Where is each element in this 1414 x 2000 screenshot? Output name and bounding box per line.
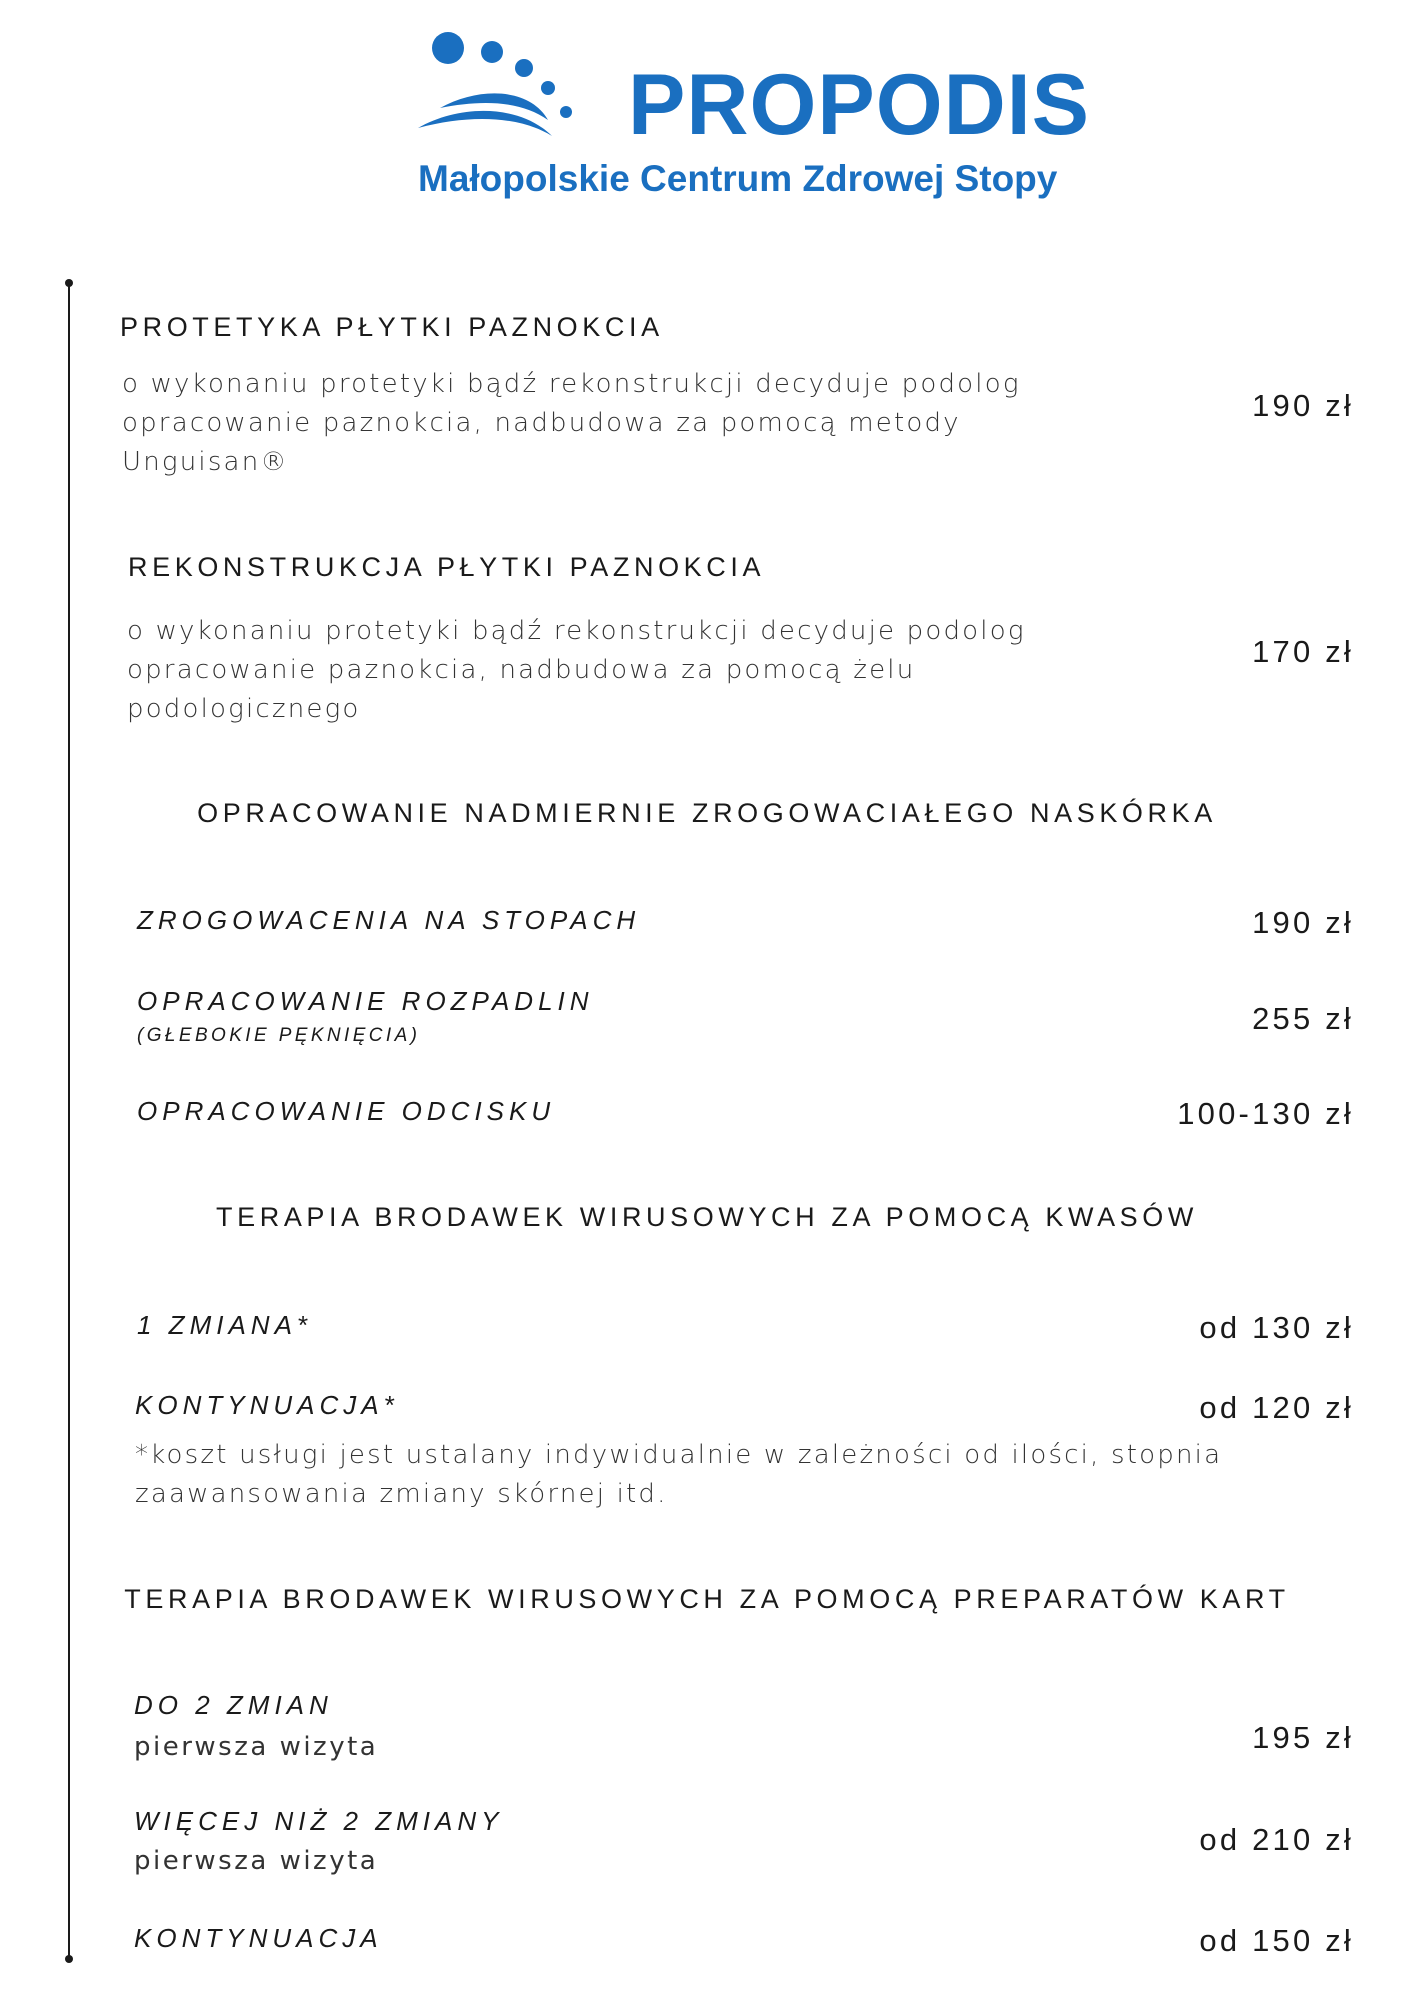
- left-divider-line: [68, 282, 70, 1962]
- description-line: Unguisan®: [122, 447, 289, 477]
- section-title-kart: TERAPIA BRODAWEK WIRUSOWYCH ZA POMOCĄ PREPARATÓW KART: [124, 1584, 1290, 1614]
- item-label: KONTYNUACJA*: [135, 1390, 399, 1420]
- divider-dot-bottom: [65, 1955, 73, 1963]
- service-description-rekonstrukcja: [127, 612, 1026, 729]
- item-price: od 150 zł: [1199, 1923, 1354, 1958]
- footnote-line: *koszt usługi jest ustalany indywidualnie w zależności od ilości, stopnia: [135, 1440, 1223, 1470]
- item-label: ZROGOWACENIA NA STOPACH: [137, 905, 641, 935]
- item-price: od 120 zł: [1199, 1390, 1354, 1425]
- item-label: DO 2 ZMIAN: [134, 1690, 333, 1720]
- divider-dot-top: [65, 279, 73, 287]
- description-line: podologicznego: [127, 694, 361, 724]
- item-price: od 210 zł: [1199, 1822, 1354, 1857]
- service-description-protetyka: [122, 365, 1021, 482]
- item-price: 100-130 zł: [1177, 1096, 1354, 1131]
- footnote: [135, 1436, 1222, 1514]
- section-title-acids: TERAPIA BRODAWEK WIRUSOWYCH ZA POMOCĄ KWASÓW: [216, 1202, 1198, 1232]
- item-visit-note: pierwsza wizyta: [134, 1846, 379, 1876]
- item-price: 255 zł: [1252, 1001, 1354, 1036]
- item-price: od 130 zł: [1199, 1310, 1354, 1345]
- propodis-logo-icon: [410, 24, 600, 144]
- item-visit-note: pierwsza wizyta: [134, 1732, 379, 1762]
- description-line: o wykonaniu protetyki bądź rekonstrukcji decyduje podolog: [122, 369, 1021, 399]
- service-title-protetyka: PROTETYKA PŁYTKI PAZNOKCIA: [120, 312, 664, 342]
- item-label: WIĘCEJ NIŻ 2 ZMIANY: [134, 1806, 504, 1836]
- item-label: 1 ZMIANA*: [137, 1310, 313, 1340]
- service-title-rekonstrukcja: REKONSTRUKCJA PŁYTKI PAZNOKCIA: [128, 552, 766, 582]
- description-line: opracowanie paznokcia, nadbudowa za pomocą żelu: [127, 655, 916, 685]
- description-line: o wykonaniu protetyki bądź rekonstrukcji decyduje podolog: [127, 616, 1026, 646]
- price-rekonstrukcja: 170 zł: [1252, 634, 1354, 669]
- price-protetyka: 190 zł: [1252, 388, 1354, 423]
- brand-name: PROPODIS: [628, 57, 1090, 153]
- section-title-callus: OPRACOWANIE NADMIERNIE ZROGOWACIAŁEGO NASKÓRKA: [197, 798, 1217, 828]
- item-sublabel: (GŁEBOKIE PĘKNIĘCIA): [137, 1025, 421, 1046]
- footnote-line: zaawansowania zmiany skórnej itd.: [135, 1479, 668, 1509]
- item-price: 195 zł: [1252, 1720, 1354, 1755]
- item-price: 190 zł: [1252, 905, 1354, 940]
- brand-tagline: Małopolskie Centrum Zdrowej Stopy: [418, 158, 1058, 199]
- description-line: opracowanie paznokcia, nadbudowa za pomocą metody: [122, 408, 961, 438]
- item-label: OPRACOWANIE ROZPADLIN: [137, 986, 594, 1016]
- item-label: KONTYNUACJA: [134, 1923, 383, 1953]
- item-label: OPRACOWANIE ODCISKU: [137, 1096, 556, 1126]
